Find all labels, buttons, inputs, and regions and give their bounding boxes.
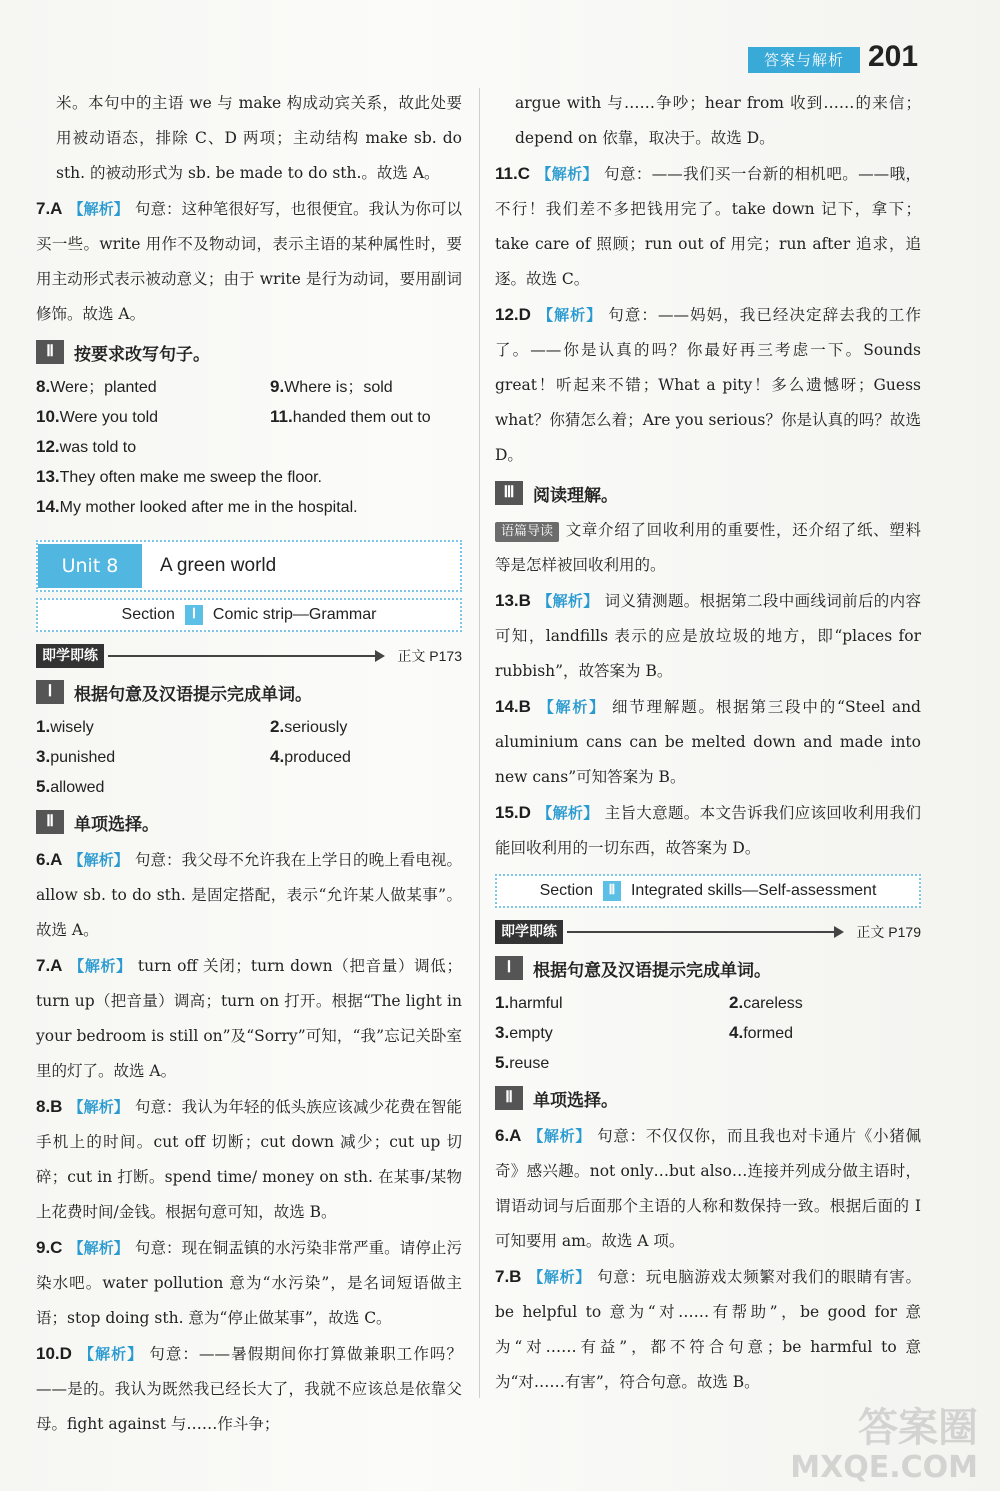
left-column xyxy=(36,86,462,1442)
practice-tag: 即学即练 xyxy=(36,644,104,668)
section-heading: Ⅲ 阅读理解。 xyxy=(495,475,921,511)
answer-item xyxy=(36,191,462,332)
page-ref: 正文 P173 xyxy=(397,648,462,664)
answer: 10.Were you told xyxy=(36,407,159,426)
answer: 4.formed xyxy=(729,1023,793,1042)
answer: 5.allowed xyxy=(36,777,105,796)
section-heading xyxy=(36,334,462,370)
answer-grid xyxy=(495,988,921,1078)
answer: 13.They often make me sweep the floor. xyxy=(36,467,322,486)
answer-item: 8.B 【解析】 句意：我认为年轻的低头族应该减少花费在智能手机上的时间。cut off 切断；cut down 减少；cut up 切碎；cut in 打断。spend time/ money on sth. 在某事/某物上花费时间/金钱。根据句意可知，故选 B。 xyxy=(36,1097,462,1221)
answer: 5.reuse xyxy=(495,1053,550,1072)
answer-item: 10.D 【解析】 句意：——暑假期间你打算做兼职工作吗？——是的。我认为既然我已经长大了，我就不应该总是依靠父母。fight against 与……作斗争； xyxy=(36,1344,462,1433)
arrow-icon xyxy=(567,931,842,933)
practice-tag: 即学即练 xyxy=(495,920,563,944)
answer-item: 13.B 【解析】 词义猜测题。根据第二段中画线词前后的内容可知，landfills 表示的应是放垃圾的地方，即“places for rubbish”，故答案为 B。 xyxy=(495,591,921,680)
page-number: 201 xyxy=(868,40,919,73)
section-heading: Ⅱ 单项选择。 xyxy=(36,804,462,840)
arrow-icon xyxy=(108,655,383,657)
section-title: 按要求改写句子。 xyxy=(74,344,210,365)
answer: 1.harmful xyxy=(495,993,563,1012)
roman-badge: Ⅱ xyxy=(36,340,64,364)
answer-item: 6.A 【解析】 句意：不仅仅你，而且我也对卡通片《小猪佩奇》感兴趣。not only…but also…连接并列成分做主语时，谓语动词与后面那个主语的人称和数保持一致。根据后面的 I 可知要用 am。故选 A 项。 xyxy=(495,1126,921,1250)
section-heading: Ⅱ 单项选择。 xyxy=(495,1080,921,1116)
right-column xyxy=(495,86,921,1400)
practice-bar xyxy=(36,642,462,670)
answer: 8.Were；planted xyxy=(36,377,157,396)
answer: 12.was told to xyxy=(36,437,137,456)
answer-grid xyxy=(36,712,462,802)
answer: 2.seriously xyxy=(270,717,348,736)
page-ref: 正文 P179 xyxy=(856,924,921,940)
answer-item: 6.A 【解析】 句意：我父母不允许我在上学日的晚上看电视。allow sb. to do sth. 是固定搭配，表示“允许某人做某事”。故选 A。 xyxy=(36,850,462,939)
answer-item: 15.D 【解析】 主旨大意题。本文告诉我们应该回收利用我们能回收利用的一切东西，故答案为 D。 xyxy=(495,803,921,857)
guide-tag: 语篇导读 xyxy=(495,522,559,542)
section-roman: Ⅱ xyxy=(603,881,621,901)
answer: 11.handed them out to xyxy=(270,407,431,426)
paragraph: argue with 与……争吵；hear from 收到……的来信；depend on 依靠，取决于。故选 D。 xyxy=(515,94,921,147)
answer: 3.empty xyxy=(495,1023,553,1042)
analysis-text: 句意：这种笔很好写，也很便宜。我认为你可以买一些。write 用作不及物动词，表示主语的某种属性时，要用主动形式表示被动意义；由于 write 是行为动词，要用副词修饰。故选 A。 xyxy=(36,200,462,323)
answer-grid xyxy=(36,372,462,462)
question-number: 7.A xyxy=(36,199,63,218)
answer-item: 9.C 【解析】 句意：现在铜盂镇的水污染非常严重。请停止污染水吧。water pollution 意为“水污染”，是名词短语做主语；stop doing sth. 意为“停止做某事”，故选 C。 xyxy=(36,1238,462,1327)
unit-banner xyxy=(36,540,462,592)
answer-item: 14.B 【解析】 细节理解题。根据第三段中的“Steel and aluminium cans can be melted down and made into new cans”可知答案为 B。 xyxy=(495,697,921,786)
section-heading: Ⅰ 根据句意及汉语提示完成单词。 xyxy=(36,674,462,710)
header-tag: 答案与解析 xyxy=(748,47,860,73)
reading-guide: 语篇导读 文章介绍了回收利用的重要性，还介绍了纸、塑料等是怎样被回收利用的。 xyxy=(495,521,921,574)
answer: 3.punished xyxy=(36,747,116,766)
watermark: 答案圈 MXQE.COM xyxy=(790,1405,978,1485)
section-heading: Ⅰ 根据句意及汉语提示完成单词。 xyxy=(495,950,921,986)
section-bar: Section Ⅱ Integrated skills—Self-assessment xyxy=(495,874,921,908)
answer-item: 7.B 【解析】 句意：玩电脑游戏太频繁对我们的眼睛有害。be helpful to 意为“对……有帮助”，be good for 意为“对……有益”，都不符合句意；be harmful to 意为“对……有害”，符合句意。故选 B。 xyxy=(495,1267,921,1391)
answer: 14.My mother looked after me in the hospital. xyxy=(36,497,358,516)
answer-item: 12.D 【解析】 句意：——妈妈，我已经决定辞去我的工作了。——你是认真的吗？你最好再三考虑一下。Sounds great！听起来不错；What a pity！多么遗憾呀；Guess what？你猜怎么着；Are you serious？你是认真的吗？故选 D。 xyxy=(495,305,921,464)
analysis-tag: 【解析】 xyxy=(68,200,129,218)
unit-title: A green world xyxy=(160,555,277,576)
answer-item: 11.C 【解析】 句意：——我们买一台新的相机吧。——哦，不行！我们差不多把钱用完了。take down 记下，拿下；take care of 照顾；run out of 用完；run after 追求，追逐。故选 C。 xyxy=(495,164,921,288)
answer-item: 7.A 【解析】 turn off 关闭；turn down（把音量）调低；turn up（把音量）调高；turn on 打开。根据“The light in your bedroom is still on”及“Sorry”可知，“我”忘记关卧室里的灯了。故选 A。 xyxy=(36,956,462,1080)
section-bar: Section Ⅰ Comic strip—Grammar xyxy=(36,598,462,632)
column-divider xyxy=(479,88,480,1398)
paragraph: 米。本句中的主语 we 与 make 构成动宾关系，故此处要用被动语态，排除 C、D 两项；主动结构 make sb. do sth. 的被动形式为 sb. be made to do sth.。故选 A。 xyxy=(56,94,462,182)
practice-bar xyxy=(495,918,921,946)
answer: 4.produced xyxy=(270,747,351,766)
answer: 1.wisely xyxy=(36,717,94,736)
answer: 2.careless xyxy=(729,993,803,1012)
unit-label: Unit 8 xyxy=(38,544,142,588)
section-roman: Ⅰ xyxy=(185,605,203,625)
answer: 9.Where is；sold xyxy=(270,377,393,396)
